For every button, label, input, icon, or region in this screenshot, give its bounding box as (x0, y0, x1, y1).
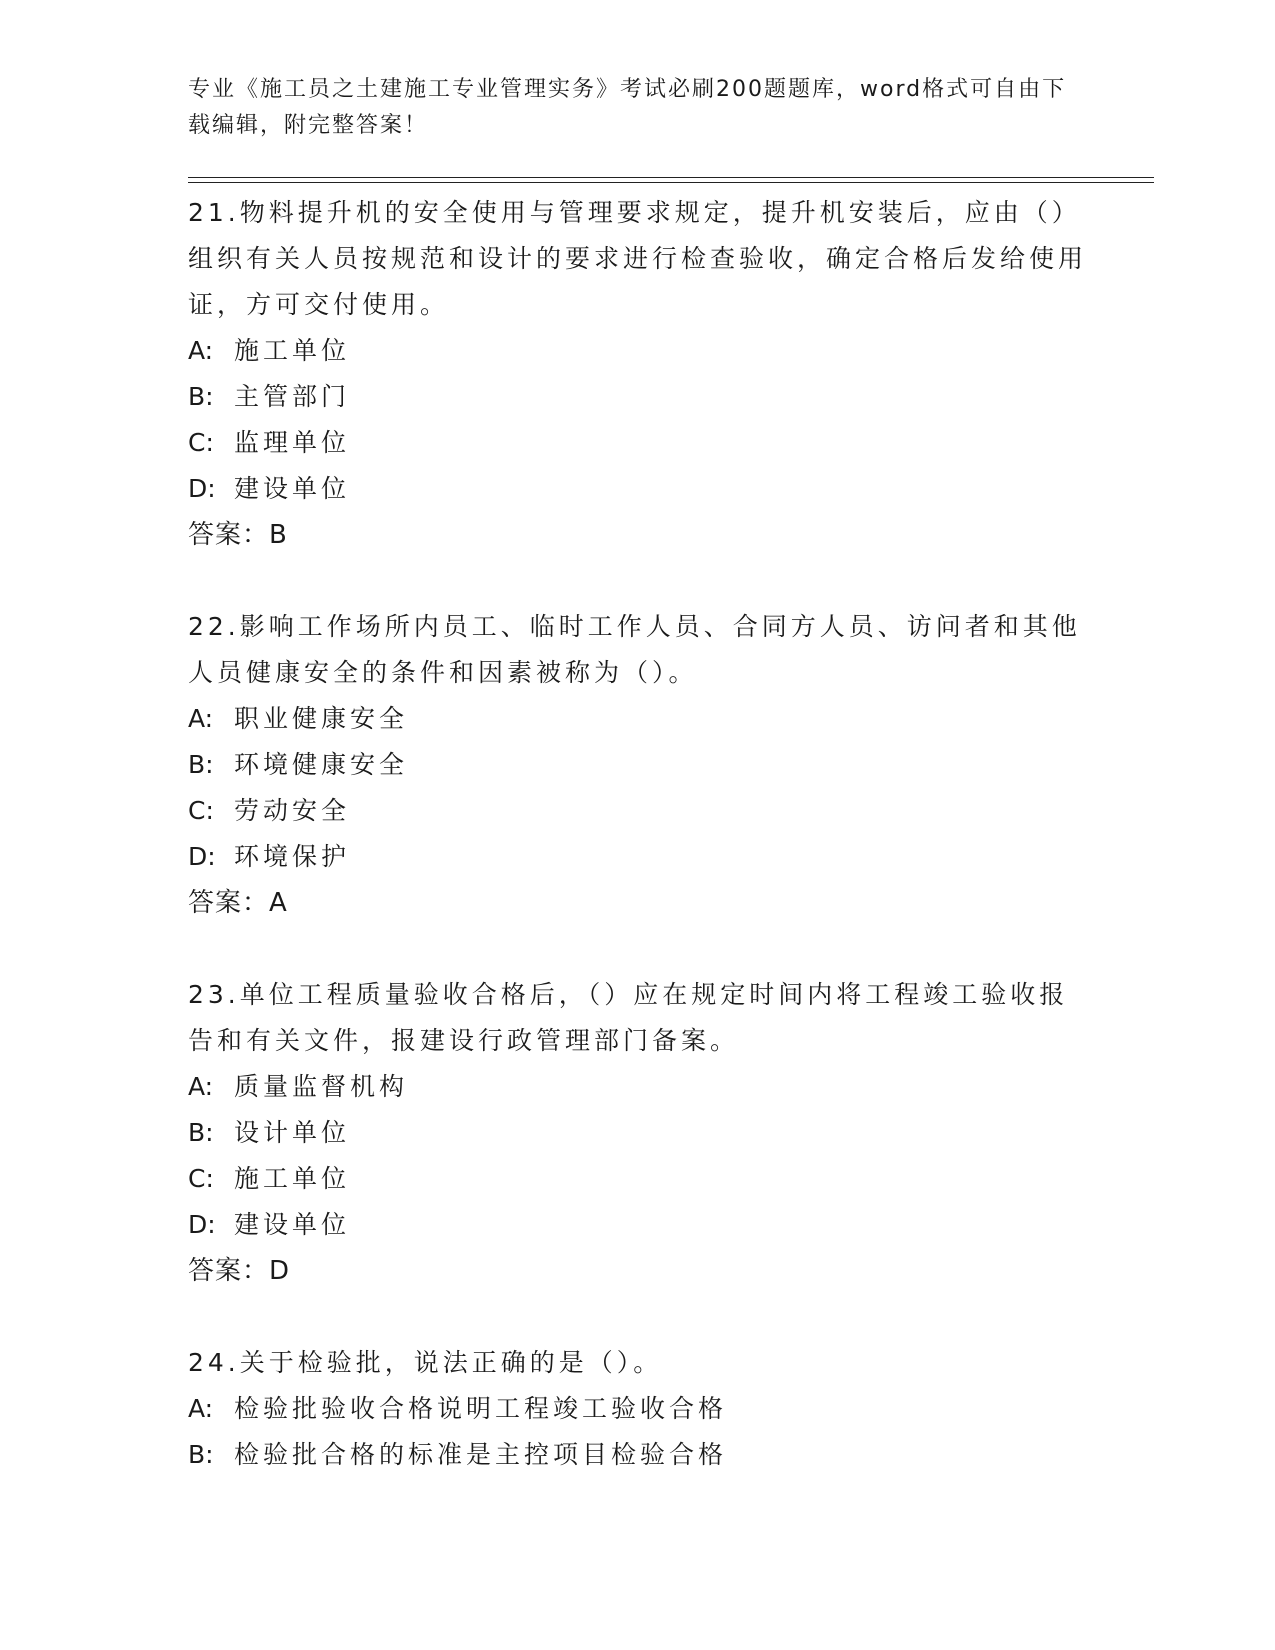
option-c (188, 420, 1088, 466)
option-c (188, 1156, 1088, 1202)
question-24 (188, 1340, 1088, 1478)
answer-line: 答案：D (188, 1256, 291, 1286)
option-letter: D: (188, 474, 216, 503)
option-letter: B: (188, 1118, 214, 1147)
option-c (188, 788, 1088, 834)
option-d (188, 834, 1088, 880)
spacer (188, 926, 1088, 972)
option-text: 环境保护 (234, 842, 351, 871)
option-letter: D: (188, 1210, 216, 1239)
spacer (188, 558, 1088, 604)
option-b (188, 742, 1088, 788)
option-b (188, 1110, 1088, 1156)
option-letter: B: (188, 1440, 214, 1469)
option-text: 施工单位 (234, 1164, 351, 1193)
question-text: 24.关于检验批，说法正确的是（）。 (188, 1348, 663, 1377)
option-letter: C: (188, 428, 214, 457)
option-text: 劳动安全 (234, 796, 351, 825)
option-letter: B: (188, 382, 214, 411)
option-letter: B: (188, 750, 214, 779)
document-header: 专业《施工员之土建施工专业管理实务》考试必刷200题题库，word格式可自由下载编辑，附完整答案！ (188, 77, 1067, 138)
option-letter: A: (188, 1072, 214, 1101)
option-text: 检验批验收合格说明工程竣工验收合格 (234, 1394, 728, 1423)
question-21 (188, 190, 1088, 558)
question-list (188, 190, 1088, 1478)
answer-line: 答案：A (188, 888, 288, 918)
option-text: 施工单位 (234, 336, 351, 365)
option-b (188, 1432, 1088, 1478)
option-text: 检验批合格的标准是主控项目检验合格 (234, 1440, 728, 1469)
option-b (188, 374, 1088, 420)
option-letter: A: (188, 704, 214, 733)
question-text: 23.单位工程质量验收合格后，（）应在规定时间内将工程竣工验收报告和有关文件，报建设行政管理部门备案。 (188, 980, 1069, 1055)
question-text: 22.影响工作场所内员工、临时工作人员、合同方人员、访问者和其他人员健康安全的条件和因素被称为（）。 (188, 612, 1081, 687)
option-text: 职业健康安全 (234, 704, 409, 733)
option-a (188, 1386, 1088, 1432)
spacer (188, 1294, 1088, 1340)
question-22 (188, 604, 1088, 926)
option-d (188, 1202, 1088, 1248)
option-text: 监理单位 (234, 428, 351, 457)
option-letter: C: (188, 796, 214, 825)
question-text: 21.物料提升机的安全使用与管理要求规定，提升机安装后，应由（）组织有关人员按规范和设计的要求进行检查验收，确定合格后发给使用证，方可交付使用。 (188, 198, 1088, 319)
option-letter: C: (188, 1164, 214, 1193)
option-text: 环境健康安全 (234, 750, 409, 779)
option-letter: A: (188, 1394, 214, 1423)
question-23 (188, 972, 1088, 1294)
option-text: 设计单位 (234, 1118, 351, 1147)
header-divider-top (188, 177, 1154, 178)
answer-line: 答案：B (188, 520, 288, 550)
option-text: 主管部门 (234, 382, 351, 411)
option-a (188, 1064, 1088, 1110)
option-text: 建设单位 (234, 1210, 351, 1239)
option-text: 建设单位 (234, 474, 351, 503)
option-d (188, 466, 1088, 512)
option-letter: A: (188, 336, 214, 365)
option-a (188, 328, 1088, 374)
option-text: 质量监督机构 (234, 1072, 409, 1101)
header-divider-bottom (188, 182, 1154, 183)
option-letter: D: (188, 842, 216, 871)
option-a (188, 696, 1088, 742)
